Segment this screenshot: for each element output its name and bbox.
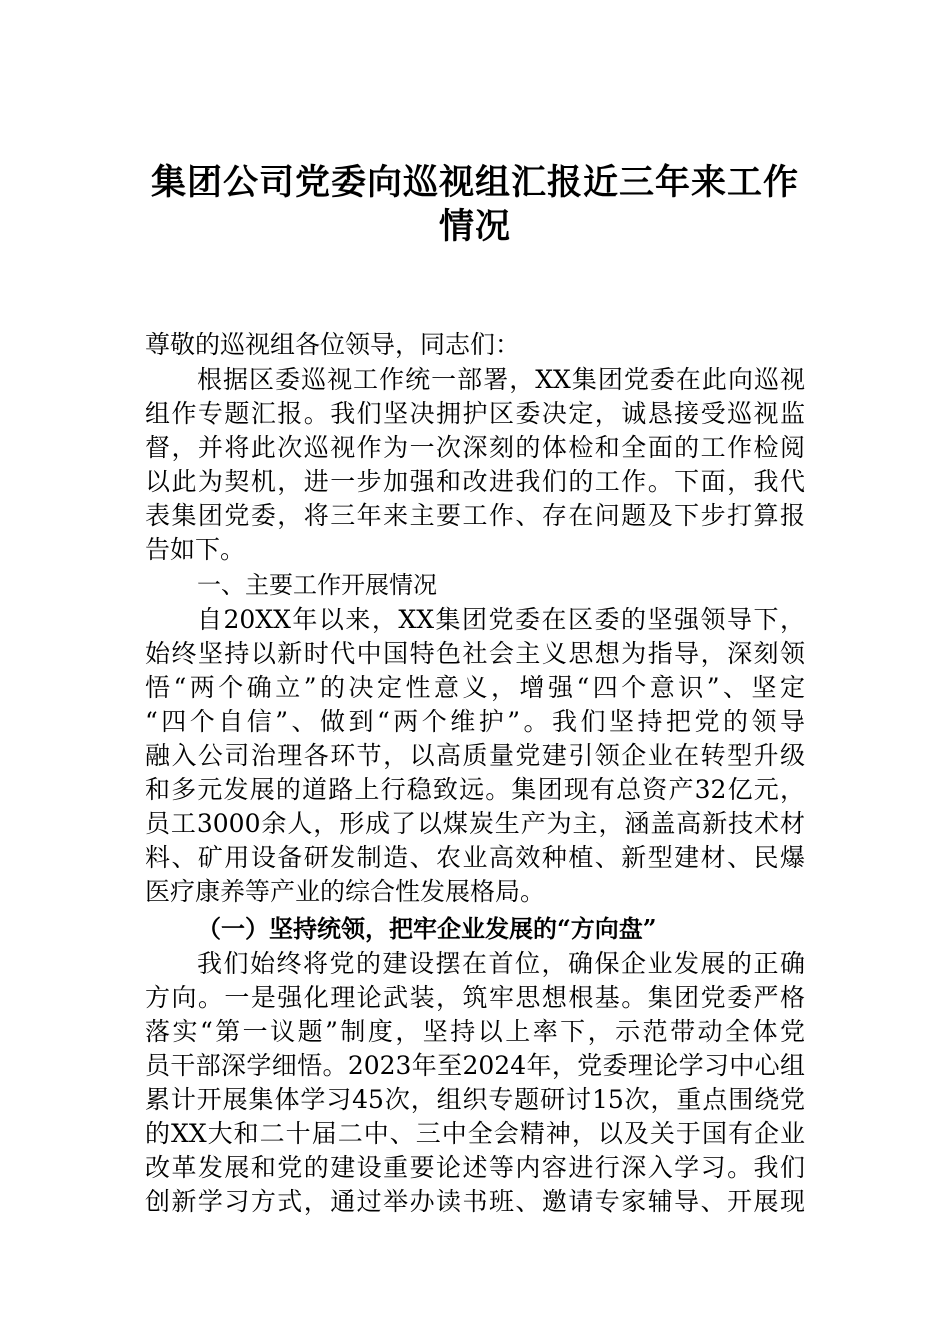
section-paragraph-line: “四个自信”、做到“两个维护”。我们坚持把党的领导 — [145, 707, 805, 736]
section-paragraph-line: 和多元发展的道路上行稳致远。集团现有总资产32亿元， — [145, 775, 805, 804]
subsection-paragraph-line: 改革发展和党的建设重要论述等内容进行深入学习。我们 — [145, 1153, 805, 1182]
document-title-line-2: 情况 — [438, 207, 511, 247]
subsection-heading: （一）坚持统领，把牢企业发展的“方向盘” — [197, 914, 657, 943]
document-title-line-1: 集团公司党委向巡视组汇报近三年来工作 — [150, 163, 799, 203]
subsection-paragraph-line: 员干部深学细悟。2023年至2024年，党委理论学习中心组 — [145, 1051, 805, 1080]
intro-paragraph-line: 以此为契机，进一步加强和改进我们的工作。下面，我代 — [145, 467, 805, 496]
salutation: 尊敬的巡视组各位领导，同志们： — [145, 330, 521, 359]
intro-paragraph-line: 根据区委巡视工作统一部署，XX集团党委在此向巡视 — [197, 365, 805, 394]
subsection-paragraph-line: 的XX大和二十届二中、三中全会精神，以及关于国有企业 — [145, 1119, 805, 1148]
intro-paragraph-line: 告如下。 — [145, 535, 246, 564]
section-heading: 一、主要工作开展情况 — [197, 571, 437, 599]
section-paragraph-line: 自20XX年以来，XX集团党委在区委的坚强领导下， — [197, 605, 805, 634]
intro-paragraph-line: 表集团党委，将三年来主要工作、存在问题及下步打算报 — [145, 501, 805, 530]
subsection-paragraph-line: 创新学习方式，通过举办读书班、邀请专家辅导、开展现 — [145, 1187, 805, 1216]
section-paragraph-line: 始终坚持以新时代中国特色社会主义思想为指导，深刻领 — [145, 639, 805, 668]
subsection-paragraph-line: 我们始终将党的建设摆在首位，确保企业发展的正确 — [197, 949, 805, 978]
section-paragraph-line: 员工3000余人，形成了以煤炭生产为主，涵盖高新技术材 — [145, 809, 805, 838]
section-paragraph-line: 悟“两个确立”的决定性意义，增强“四个意识”、坚定 — [145, 673, 805, 702]
section-paragraph-line: 医疗康养等产业的综合性发展格局。 — [145, 877, 546, 906]
section-paragraph-line: 融入公司治理各环节，以高质量党建引领企业在转型升级 — [145, 741, 805, 770]
subsection-paragraph-line: 累计开展集体学习45次，组织专题研讨15次，重点围绕党 — [145, 1085, 805, 1114]
subsection-paragraph-line: 方向。一是强化理论武装，筑牢思想根基。集团党委严格 — [145, 983, 805, 1012]
intro-paragraph-line: 组作专题汇报。我们坚决拥护区委决定，诚恳接受巡视监 — [145, 399, 805, 428]
subsection-paragraph-line: 落实“第一议题”制度，坚持以上率下，示范带动全体党 — [145, 1017, 805, 1046]
intro-paragraph-line: 督，并将此次巡视作为一次深刻的体检和全面的工作检阅 — [145, 433, 805, 462]
section-paragraph-line: 料、矿用设备研发制造、农业高效种植、新型建材、民爆 — [145, 843, 805, 872]
